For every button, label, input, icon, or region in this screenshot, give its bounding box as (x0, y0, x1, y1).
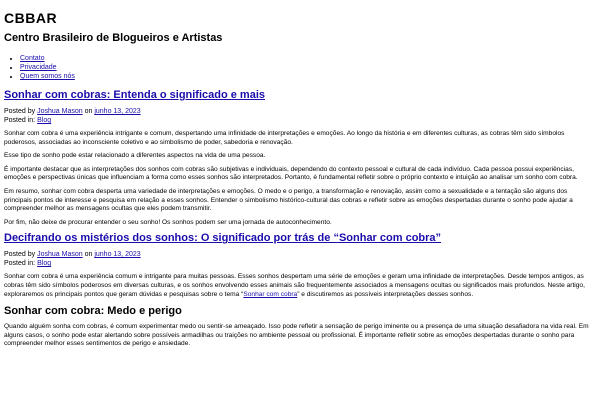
post-title-link[interactable]: Sonhar com cobras: Entenda o significado e mais (4, 89, 266, 101)
intro-text-end: ” e discutiremos as possíveis interpretações desses sonhos. (297, 290, 474, 298)
post-meta (4, 250, 596, 268)
posted-by-label: Posted by (4, 251, 36, 259)
post-paragraph: É importante destacar que as interpretações dos sonhos com cobras são subjetivas e individuais, dependendo do contexto pessoal e cultural de cada indivíduo. Cada pessoa possui experiências, emoções e perspectivas únicas que influenciam a forma como esses sonhos são interpretados. Portanto, é fundamental refletir sobre o próprio contexto e intuição ao analisar um sonho com cobra. (4, 165, 578, 182)
menu-item-privacidade (20, 63, 596, 72)
post-subheading: Sonhar com cobra: Medo e perigo (4, 305, 182, 318)
post-paragraph: Esse tipo de sonho pode estar relacionado a diferentes aspectos na vida de uma pessoa. (4, 152, 266, 160)
post-title (4, 232, 596, 244)
category-link[interactable]: Blog (37, 117, 52, 124)
menu-link-privacidade[interactable]: Privacidade (20, 64, 57, 71)
inline-link-sonhar-com-cobra[interactable]: Sonhar com cobra (243, 290, 298, 298)
post-paragraph: Quando alguém sonha com cobras, é comum experimentar medo ou sentir-se ameaçado. Isso pode refletir a sensação de perigo iminente ou a presença de uma situação desafiadora na vida real. Em alguns casos, o sonho pode estar alertando sobre possíveis armadilhas ou traições no ambiente pessoal ou profissional. É importante refletir sobre as emoções despertadas durante o sonho para compreender melhor esses sentimentos de perigo e ansiedade. (4, 323, 589, 348)
on-label: on (84, 251, 93, 259)
on-label: on (84, 108, 93, 115)
post-title (4, 89, 596, 101)
post-paragraph: Sonhar com cobra é uma experiência intrigante e comum, despertando uma infinidade de interpretações e emoções. Ao longo da história e em diferentes culturas, as cobras têm sido símbolos poderosos, associadas ao inconsciente coletivo e ao simbolismo de poder, sabedoria e renovação. (4, 130, 565, 146)
posted-by-label: Posted by (4, 108, 36, 115)
post-title-link[interactable]: Decifrando os mistérios dos sonhos: O significado por trás de “Sonhar com cobra” (4, 232, 442, 245)
intro-text: Sonhar com cobra é uma experiência comum e intrigante para muitas pessoas. Esses sonhos despertam uma série de emoções e geram uma infinidade de interpretações. Desde tempos antigos, as cobras têm sido símbolos poderosos em diversas culturas, e os sonhos envolvendo esses animais são frequentemente associados a mensagens ocultas ou significados mais profundos. Neste artigo, exploraremos os principais pontos que geram dúvidas e pesquisas sobre o tema “ (4, 273, 585, 298)
author-link[interactable]: Joshua Mason (37, 251, 83, 259)
menu-link-quem-somos[interactable]: Quem somos nós (20, 73, 75, 80)
post-meta (4, 107, 596, 125)
site-description: Centro Brasileiro de Blogueiros e Artistas (4, 32, 223, 44)
site-title: CBBAR (4, 10, 58, 26)
posted-in-label: Posted in: (4, 117, 36, 124)
post-paragraph (4, 273, 596, 299)
menu-item-contato (20, 54, 596, 63)
date-link[interactable]: junho 13, 2023 (94, 108, 141, 115)
category-link[interactable]: Blog (37, 260, 52, 268)
menu-item-quem-somos (20, 72, 596, 81)
post-2 (4, 232, 596, 349)
date-link[interactable]: junho 13, 2023 (94, 251, 141, 259)
post-1 (4, 89, 596, 227)
main-menu (20, 54, 596, 81)
author-link[interactable]: Joshua Mason (37, 108, 83, 115)
post-paragraph: Por fim, não deixe de procurar entender o seu sonho! Os sonhos podem ser uma jornada de autoconhecimento. (4, 218, 332, 226)
posted-in-label: Posted in: (4, 260, 36, 268)
post-paragraph: Em resumo, sonhar com cobra desperta uma variedade de interpretações e emoções. O medo e o perigo, a transformação e renovação, assim como a sexualidade e a tentação são alguns dos principais pontos de interesse e pesquisa em relação a esses sonhos. Entender o simbolismo histórico-cultural das cobras e refletir sobre as emoções despertadas durante o sonho pode ajudar a compreender melhor as mensagens ocultas que eles podem transmitir. (4, 187, 573, 213)
menu-link-contato[interactable]: Contato (20, 55, 45, 62)
